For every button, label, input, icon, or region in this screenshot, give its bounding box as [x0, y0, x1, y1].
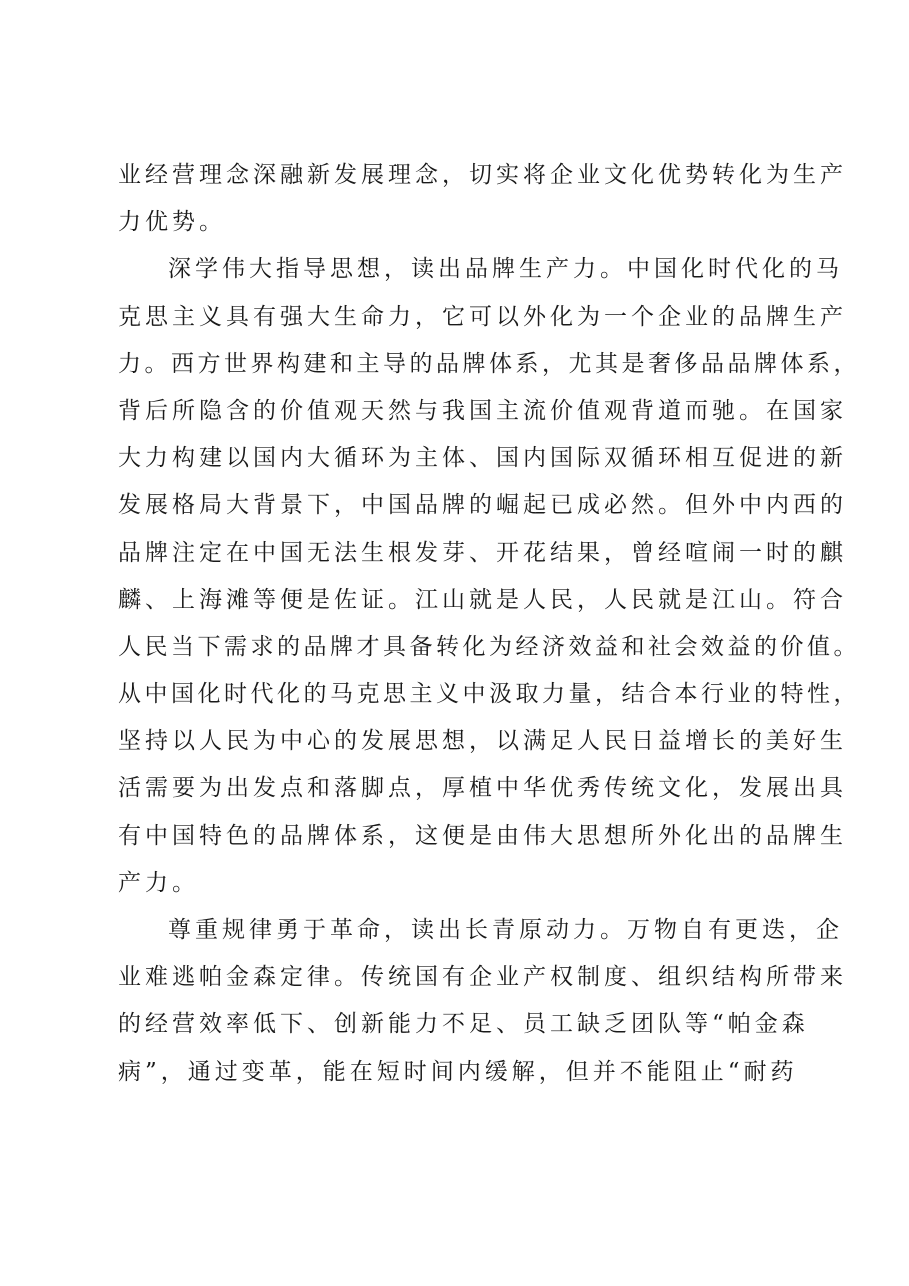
text-line: 有中国特色的品牌体系，这便是由伟大思想所外化出的品牌生	[118, 822, 847, 849]
text-line: 背后所隐含的价值观天然与我国主流价值观背道而驰。在国家	[118, 397, 847, 424]
text-line: 业难逃帕金森定律。传统国有企业产权制度、组织结构所带来	[118, 964, 847, 991]
paragraph-2	[118, 246, 860, 907]
text-line: 人民当下需求的品牌才具备转化为经济效益和社会效益的价值。	[118, 633, 860, 660]
paragraph-1	[118, 152, 847, 246]
text-line: 力优势。	[118, 209, 226, 236]
text-line: 病”，通过变革，能在短时间内缓解，但并不能阻止“耐药	[118, 1058, 798, 1085]
text-line: 业经营理念深融新发展理念，切实将企业文化优势转化为生产	[118, 162, 847, 188]
text-line: 产力。	[118, 869, 199, 896]
text-line: 发展格局大背景下，中国品牌的崛起已成必然。但外中内西的	[118, 492, 847, 519]
text-line: 坚持以人民为中心的发展思想，以满足人民日益增长的美好生	[118, 728, 847, 755]
text-line: 力。西方世界构建和主导的品牌体系，尤其是奢侈品品牌体系，	[118, 350, 860, 377]
text-line: 麟、上海滩等便是佐证。江山就是人民，人民就是江山。符合	[118, 586, 847, 613]
text-line: 大力构建以国内大循环为主体、国内国际双循环相互促进的新	[118, 445, 847, 472]
text-line: 的经营效率低下、创新能力不足、员工缺乏团队等“帕金森	[118, 1011, 809, 1038]
text-line: 深学伟大指导思想，读出品牌生产力。中国化时代化的马	[168, 256, 843, 283]
text-line: 品牌注定在中国无法生根发芽、开花结果，曾经喧闹一时的麒	[118, 539, 847, 566]
body-text	[118, 152, 860, 1096]
text-line: 从中国化时代化的马克思主义中汲取力量，结合本行业的特性，	[118, 681, 860, 708]
paragraph-3	[118, 907, 847, 1096]
text-line: 尊重规律勇于革命，读出长青原动力。万物自有更迭，企	[168, 917, 843, 943]
text-line: 活需要为出发点和落脚点，厚植中华优秀传统文化，发展出具	[118, 775, 847, 802]
text-line: 克思主义具有强大生命力，它可以外化为一个企业的品牌生产	[118, 303, 847, 330]
